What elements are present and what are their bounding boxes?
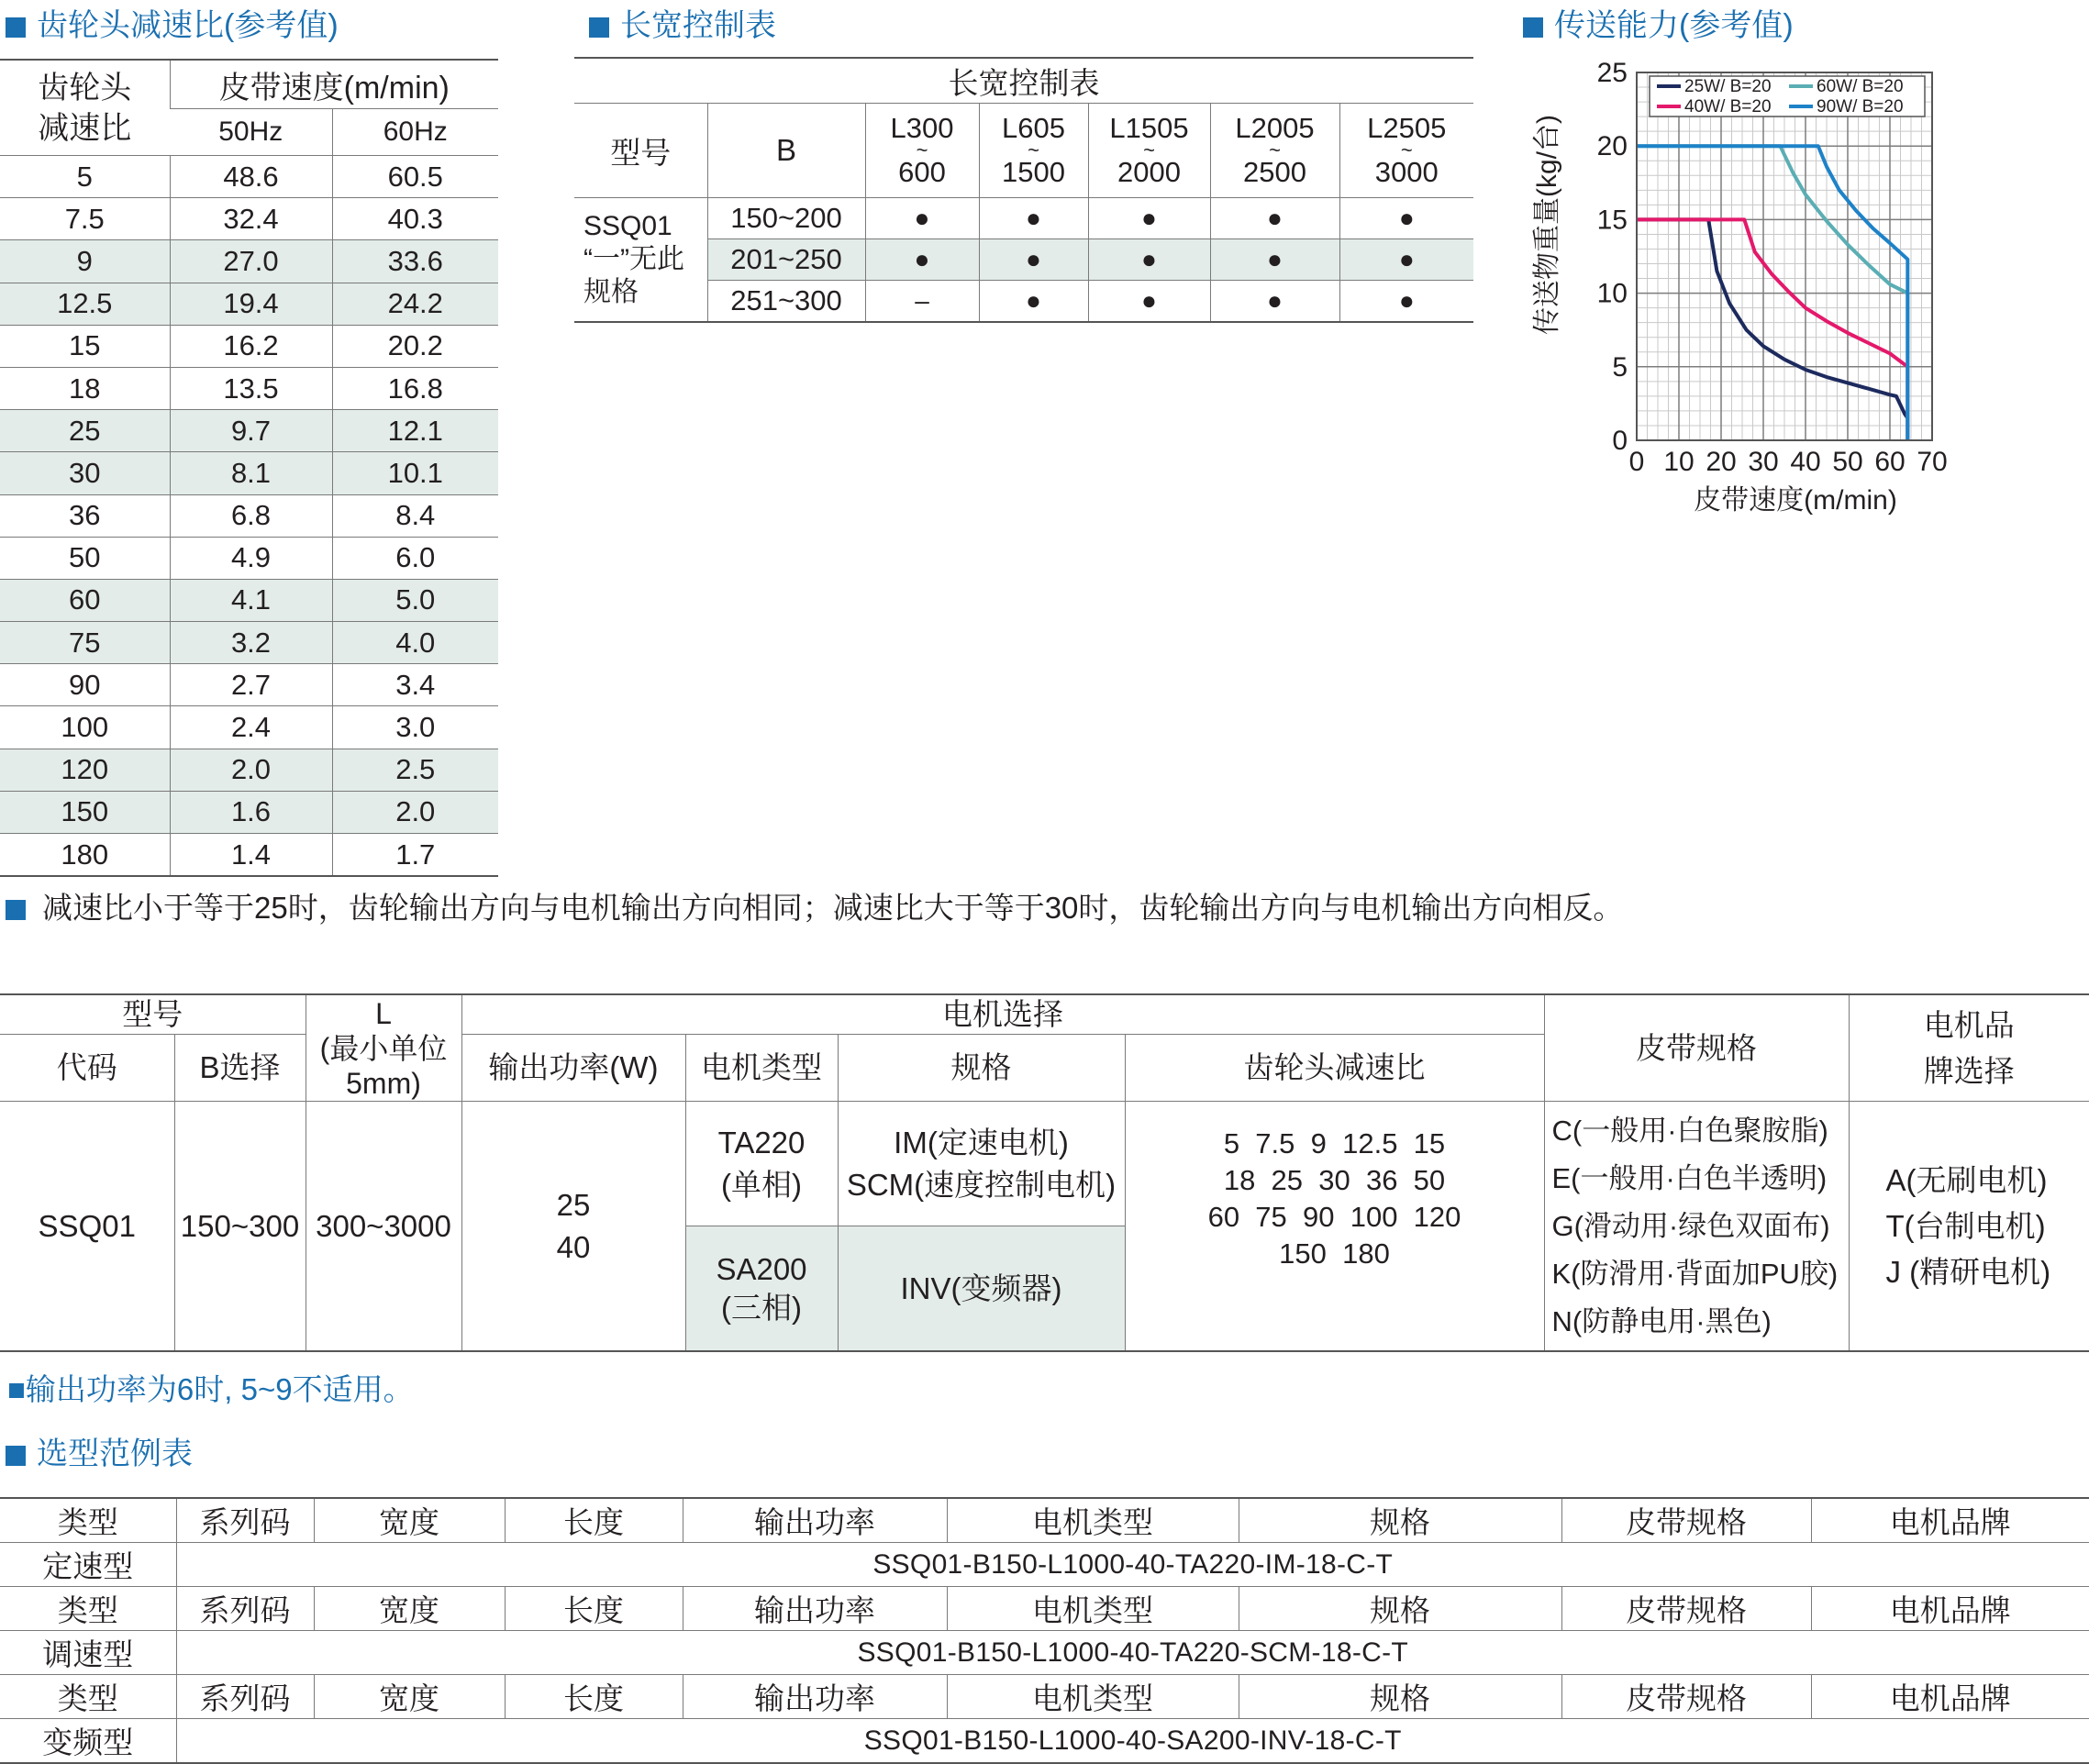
speed-60hz-cell: 12.1 xyxy=(332,410,498,452)
speed-60hz-cell: 16.8 xyxy=(332,367,498,409)
example-header-row xyxy=(0,1587,2089,1631)
b-range-cell: 150~200 xyxy=(707,198,865,239)
length-width-table xyxy=(574,57,1473,323)
square-bullet-icon xyxy=(6,900,26,920)
example-header-cell: 电机品牌 xyxy=(1811,1587,2089,1631)
availability-mark: ● xyxy=(865,198,979,239)
spec-inverter: INV(变频器) xyxy=(838,1226,1125,1352)
example-header-cell: 输出功率 xyxy=(683,1498,947,1543)
belt-option: G(滑动用·绿色双面布) xyxy=(1552,1203,1849,1250)
speed-50hz-cell: 8.1 xyxy=(170,452,332,494)
example-header-cell: 系列码 xyxy=(176,1587,314,1631)
ratio-cell: 5 xyxy=(0,156,170,198)
length-range-top: L2005 xyxy=(1211,112,1339,145)
example-header-cell: 规格 xyxy=(1239,1498,1561,1543)
power-value-1: 25 xyxy=(557,1188,591,1222)
length-range-tilde: ~ xyxy=(866,145,979,156)
y-tick-label: 5 xyxy=(1612,352,1628,383)
example-type-cell: 定速型 xyxy=(0,1543,176,1587)
speed-50hz-cell: 2.4 xyxy=(170,706,332,749)
ratio-cell: 18 xyxy=(0,367,170,409)
example-header-cell: 规格 xyxy=(1239,1675,1561,1719)
belt-spec-values xyxy=(1544,1102,1849,1352)
power-note: ■输出功率为6时, 5~9不适用。 xyxy=(7,1371,414,1408)
legend-label: 90W/ B=20 xyxy=(1817,97,1904,116)
length-header xyxy=(306,994,461,1102)
b-header: B xyxy=(707,104,865,198)
availability-mark: ● xyxy=(979,281,1088,323)
length-value: 300~3000 xyxy=(306,1102,461,1352)
gear-ratio-row xyxy=(0,834,498,877)
availability-mark: ● xyxy=(1088,239,1210,281)
length-header-line3: 5mm) xyxy=(346,1067,421,1100)
speed-60hz-cell: 6.0 xyxy=(332,537,498,579)
model-selection-table xyxy=(0,993,2089,1352)
motor-select-header: 电机选择 xyxy=(461,994,1544,1035)
model-cell-line2: “一”无此 xyxy=(583,244,684,274)
square-bullet-icon xyxy=(6,17,26,38)
gear-ratio-row xyxy=(0,240,498,283)
length-range-bottom: 3000 xyxy=(1340,156,1474,189)
gear-ratio-line: 18 25 30 36 50 xyxy=(1126,1162,1544,1199)
example-header-cell: 类型 xyxy=(0,1498,176,1543)
availability-mark: ● xyxy=(1088,281,1210,323)
length-range-top: L2505 xyxy=(1340,112,1474,145)
availability-mark: ● xyxy=(979,198,1088,239)
spec-single xyxy=(838,1102,1125,1226)
gear-ratio-header-line2: 减速比 xyxy=(38,111,131,146)
model-header: 型号 xyxy=(574,104,707,198)
example-code-row xyxy=(0,1543,2089,1587)
example-type-cell: 变频型 xyxy=(0,1719,176,1764)
spec-single-line2: SCM(速度控制电机) xyxy=(847,1168,1116,1202)
example-header-cell: 类型 xyxy=(0,1587,176,1631)
ratio-cell: 15 xyxy=(0,325,170,367)
example-header-cell: 长度 xyxy=(505,1675,683,1719)
capacity-chart xyxy=(1514,50,1972,527)
brand-header-line1: 电机品 xyxy=(1924,1008,2015,1042)
gear-ratio-header-line1: 齿轮头 xyxy=(38,71,131,105)
length-range-header xyxy=(1088,104,1210,198)
gear-ratio-row xyxy=(0,156,498,198)
speed-60hz-cell: 3.4 xyxy=(332,664,498,706)
x-tick-label: 50 xyxy=(1832,447,1862,477)
length-range-tilde: ~ xyxy=(1089,145,1210,156)
y-tick-label: 15 xyxy=(1597,205,1628,235)
x-tick-label: 30 xyxy=(1748,447,1778,477)
availability-mark: ● xyxy=(1339,198,1473,239)
speed-60hz-cell: 2.5 xyxy=(332,749,498,791)
speed-60hz-cell: 2.0 xyxy=(332,791,498,833)
speed-50hz-cell: 32.4 xyxy=(170,198,332,240)
example-header-cell: 电机类型 xyxy=(947,1498,1239,1543)
speed-60hz-cell: 5.0 xyxy=(332,579,498,621)
model-group-header: 型号 xyxy=(0,994,306,1035)
gear-ratio-row xyxy=(0,325,498,367)
gear-ratio-row xyxy=(0,664,498,706)
gear-ratio-header xyxy=(0,60,170,156)
y-tick-label: 10 xyxy=(1597,279,1628,309)
length-width-title xyxy=(589,7,776,44)
example-header-cell: 皮带规格 xyxy=(1561,1675,1811,1719)
chart-y-axis-label: 传送物重量(kg/台) xyxy=(1532,115,1562,335)
x-tick-label: 40 xyxy=(1790,447,1820,477)
brand-option: J (精研电机) xyxy=(1886,1249,2089,1295)
example-header-cell: 宽度 xyxy=(314,1498,505,1543)
speed-50hz-cell: 27.0 xyxy=(170,240,332,283)
gear-ratio-line: 5 7.5 9 12.5 15 xyxy=(1126,1126,1544,1162)
ratio-cell: 75 xyxy=(0,622,170,664)
belt-spec-header: 皮带规格 xyxy=(1544,994,1849,1102)
gear-ratio-col-header: 齿轮头减速比 xyxy=(1125,1035,1544,1102)
gear-ratio-title xyxy=(6,7,339,44)
speed-50hz-cell: 3.2 xyxy=(170,622,332,664)
b-range-cell: 251~300 xyxy=(707,281,865,323)
gear-ratio-values xyxy=(1125,1102,1544,1352)
capacity-title-text: 传送能力(参考值) xyxy=(1554,8,1794,43)
gear-ratio-row xyxy=(0,749,498,791)
brand-option: T(台制电机) xyxy=(1886,1204,2089,1249)
ratio-cell: 25 xyxy=(0,410,170,452)
length-range-header xyxy=(1339,104,1473,198)
length-range-bottom: 2000 xyxy=(1089,156,1210,189)
length-width-title-text: 长宽控制表 xyxy=(620,8,776,43)
example-code-cell: SSQ01-B150-L1000-40-TA220-SCM-18-C-T xyxy=(176,1631,2089,1675)
gear-ratio-row xyxy=(0,791,498,833)
example-type-cell: 调速型 xyxy=(0,1631,176,1675)
gear-ratio-line: 60 75 90 100 120 xyxy=(1126,1199,1544,1236)
speed-50hz-cell: 2.0 xyxy=(170,749,332,791)
length-range-tilde: ~ xyxy=(1211,145,1339,156)
model-cell-line3: 规格 xyxy=(583,277,639,307)
belt-option: K(防滑用·背面加PU胶) xyxy=(1552,1250,1849,1298)
ratio-cell: 7.5 xyxy=(0,198,170,240)
speed-60hz-cell: 33.6 xyxy=(332,240,498,283)
model-cell xyxy=(574,198,707,323)
power-value-2: 40 xyxy=(557,1230,591,1264)
example-code-row xyxy=(0,1631,2089,1675)
availability-mark: ● xyxy=(1210,239,1339,281)
series-line-0 xyxy=(1637,219,1907,440)
spec-single-line1: IM(定速电机) xyxy=(894,1126,1069,1159)
direction-note-text: 减速比小于等于25时，齿轮输出方向与电机输出方向相同；减速比大于等于30时，齿轮输出方向与电机输出方向相反。 xyxy=(42,891,1623,925)
ratio-cell: 12.5 xyxy=(0,283,170,325)
motor-type-three-line2: (三相) xyxy=(721,1291,802,1325)
speed-60hz-cell: 1.7 xyxy=(332,834,498,877)
availability-mark: ● xyxy=(865,239,979,281)
example-header-cell: 电机品牌 xyxy=(1811,1675,2089,1719)
belt-option: E(一般用·白色半透明) xyxy=(1552,1155,1849,1203)
code-value: SSQ01 xyxy=(0,1102,174,1352)
speed-50hz-cell: 6.8 xyxy=(170,494,332,537)
hz50-header: 50Hz xyxy=(170,109,332,156)
speed-50hz-cell: 2.7 xyxy=(170,664,332,706)
ratio-cell: 9 xyxy=(0,240,170,283)
speed-60hz-cell: 40.3 xyxy=(332,198,498,240)
square-bullet-icon xyxy=(6,1446,26,1466)
belt-option: N(防静电用·黑色) xyxy=(1552,1298,1849,1346)
power-header: 输出功率(W) xyxy=(461,1035,685,1102)
example-code-cell: SSQ01-B150-L1000-40-TA220-IM-18-C-T xyxy=(176,1543,2089,1587)
ratio-cell: 90 xyxy=(0,664,170,706)
speed-50hz-cell: 1.4 xyxy=(170,834,332,877)
speed-50hz-cell: 1.6 xyxy=(170,791,332,833)
example-header-cell: 宽度 xyxy=(314,1675,505,1719)
length-range-top: L605 xyxy=(980,112,1088,145)
availability-mark: ● xyxy=(1339,281,1473,323)
length-range-header xyxy=(865,104,979,198)
spec-header: 规格 xyxy=(838,1035,1125,1102)
ratio-cell: 36 xyxy=(0,494,170,537)
length-range-bottom: 2500 xyxy=(1211,156,1339,189)
gear-ratio-row xyxy=(0,198,498,240)
speed-50hz-cell: 19.4 xyxy=(170,283,332,325)
gear-ratio-line: 150 180 xyxy=(1126,1236,1544,1272)
speed-60hz-cell: 60.5 xyxy=(332,156,498,198)
availability-mark: ● xyxy=(1339,239,1473,281)
availability-mark: ● xyxy=(979,239,1088,281)
x-tick-label: 60 xyxy=(1874,447,1905,477)
gear-ratio-title-text: 齿轮头减速比(参考值) xyxy=(37,8,339,43)
brand-header-line2: 牌选择 xyxy=(1924,1054,2015,1088)
gear-ratio-table xyxy=(0,59,498,877)
motor-type-single xyxy=(685,1102,838,1226)
example-code-row xyxy=(0,1719,2089,1764)
speed-50hz-cell: 13.5 xyxy=(170,367,332,409)
y-tick-label: 20 xyxy=(1597,131,1628,161)
legend-label: 40W/ B=20 xyxy=(1684,97,1772,116)
example-header-cell: 长度 xyxy=(505,1587,683,1631)
example-header-cell: 长度 xyxy=(505,1498,683,1543)
ratio-cell: 100 xyxy=(0,706,170,749)
direction-note xyxy=(6,890,1623,926)
ratio-cell: 50 xyxy=(0,537,170,579)
legend-label: 25W/ B=20 xyxy=(1684,77,1772,96)
brand-header xyxy=(1849,994,2089,1102)
hz60-header: 60Hz xyxy=(332,109,498,156)
example-header-cell: 宽度 xyxy=(314,1587,505,1631)
code-header: 代码 xyxy=(0,1035,174,1102)
availability-mark: ● xyxy=(1210,281,1339,323)
length-width-caption: 长宽控制表 xyxy=(574,58,1473,104)
gear-ratio-row xyxy=(0,622,498,664)
length-range-header xyxy=(1210,104,1339,198)
motor-type-three-line1: SA200 xyxy=(716,1252,806,1286)
speed-50hz-cell: 9.7 xyxy=(170,410,332,452)
belt-speed-header: 皮带速度(m/min) xyxy=(170,60,498,109)
y-tick-label: 25 xyxy=(1597,58,1628,88)
speed-50hz-cell: 48.6 xyxy=(170,156,332,198)
brand-option: A(无刷电机) xyxy=(1886,1158,2089,1204)
speed-60hz-cell: 4.0 xyxy=(332,622,498,664)
length-range-bottom: 1500 xyxy=(980,156,1088,189)
availability-mark: – xyxy=(865,281,979,323)
example-header-cell: 电机类型 xyxy=(947,1587,1239,1631)
square-bullet-icon xyxy=(589,17,609,38)
length-range-bottom: 600 xyxy=(866,156,979,189)
x-tick-label: 70 xyxy=(1917,447,1947,477)
availability-mark: ● xyxy=(1210,198,1339,239)
gear-ratio-row xyxy=(0,452,498,494)
ratio-cell: 30 xyxy=(0,452,170,494)
speed-60hz-cell: 3.0 xyxy=(332,706,498,749)
example-header-cell: 系列码 xyxy=(176,1498,314,1543)
motor-type-single-line1: TA220 xyxy=(718,1126,806,1159)
series-line-1 xyxy=(1637,219,1907,440)
x-tick-label: 0 xyxy=(1629,447,1645,477)
example-header-cell: 皮带规格 xyxy=(1561,1587,1811,1631)
ratio-cell: 150 xyxy=(0,791,170,833)
speed-60hz-cell: 10.1 xyxy=(332,452,498,494)
b-select-header: B选择 xyxy=(174,1035,306,1102)
gear-ratio-row xyxy=(0,579,498,621)
gear-ratio-row xyxy=(0,410,498,452)
square-bullet-icon xyxy=(1523,17,1543,38)
gear-ratio-row xyxy=(0,367,498,409)
b-range-cell: 201~250 xyxy=(707,239,865,281)
speed-50hz-cell: 4.1 xyxy=(170,579,332,621)
speed-50hz-cell: 16.2 xyxy=(170,325,332,367)
example-header-cell: 输出功率 xyxy=(683,1587,947,1631)
speed-50hz-cell: 4.9 xyxy=(170,537,332,579)
length-range-top: L1505 xyxy=(1089,112,1210,145)
x-tick-label: 10 xyxy=(1663,447,1694,477)
gear-ratio-row xyxy=(0,494,498,537)
chart-x-axis-label: 皮带速度(m/min) xyxy=(1694,485,1897,516)
example-code-cell: SSQ01-B150-L1000-40-SA200-INV-18-C-T xyxy=(176,1719,2089,1764)
brand-values xyxy=(1849,1102,2089,1352)
gear-ratio-row xyxy=(0,283,498,325)
motor-type-header: 电机类型 xyxy=(685,1035,838,1102)
model-cell-line1: SSQ01 xyxy=(583,211,672,241)
legend-label: 60W/ B=20 xyxy=(1817,77,1904,96)
x-tick-label: 20 xyxy=(1706,447,1736,477)
example-header-cell: 输出功率 xyxy=(683,1675,947,1719)
speed-60hz-cell: 8.4 xyxy=(332,494,498,537)
capacity-title xyxy=(1523,7,1794,44)
example-header-cell: 类型 xyxy=(0,1675,176,1719)
example-title xyxy=(6,1436,193,1472)
ratio-cell: 180 xyxy=(0,834,170,877)
y-tick-label: 0 xyxy=(1612,426,1628,456)
b-value: 150~300 xyxy=(174,1102,306,1352)
motor-type-three xyxy=(685,1226,838,1352)
power-values xyxy=(461,1102,685,1352)
speed-60hz-cell: 20.2 xyxy=(332,325,498,367)
example-header-cell: 电机品牌 xyxy=(1811,1498,2089,1543)
length-range-tilde: ~ xyxy=(1340,145,1474,156)
example-header-cell: 电机类型 xyxy=(947,1675,1239,1719)
example-table xyxy=(0,1497,2089,1764)
speed-60hz-cell: 24.2 xyxy=(332,283,498,325)
example-header-row xyxy=(0,1498,2089,1543)
example-header-cell: 系列码 xyxy=(176,1675,314,1719)
length-range-tilde: ~ xyxy=(980,145,1088,156)
example-header-cell: 规格 xyxy=(1239,1587,1561,1631)
gear-ratio-row xyxy=(0,537,498,579)
length-header-line1: L xyxy=(375,997,392,1030)
example-header-row xyxy=(0,1675,2089,1719)
motor-type-single-line2: (单相) xyxy=(721,1168,802,1202)
availability-mark: ● xyxy=(1088,198,1210,239)
length-range-top: L300 xyxy=(866,112,979,145)
gear-ratio-row xyxy=(0,706,498,749)
ratio-cell: 120 xyxy=(0,749,170,791)
ratio-cell: 60 xyxy=(0,579,170,621)
belt-option: C(一般用·白色聚胺脂) xyxy=(1552,1107,1849,1155)
example-title-text: 选型范例表 xyxy=(37,1437,193,1471)
length-range-header xyxy=(979,104,1088,198)
example-header-cell: 皮带规格 xyxy=(1561,1498,1811,1543)
length-header-line2: (最小单位 xyxy=(320,1032,448,1065)
